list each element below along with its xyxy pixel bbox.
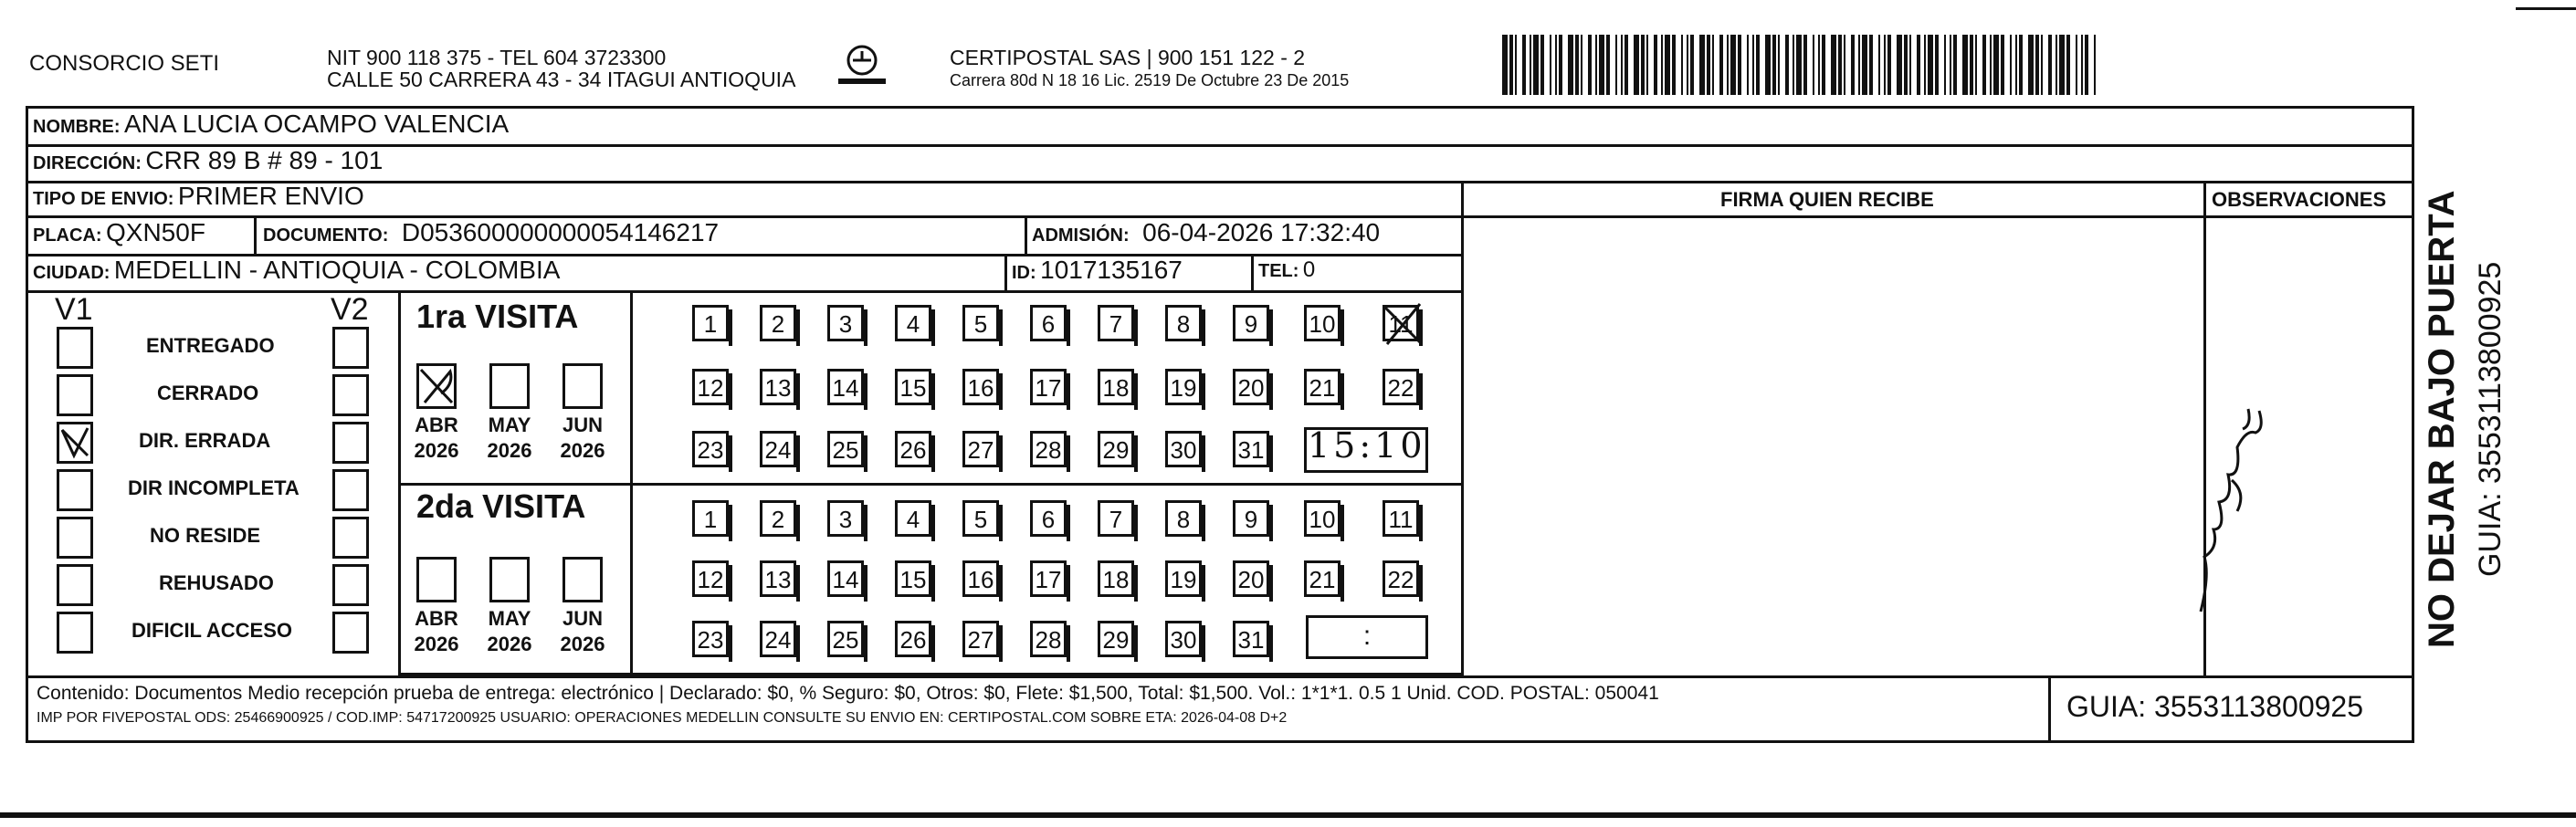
visit2-day-20[interactable]: 20 <box>1233 560 1269 597</box>
ciudad-field <box>33 256 560 285</box>
col-line <box>1004 254 1007 290</box>
ciudad-value: MEDELLIN - ANTIOQUIA - COLOMBIA <box>113 256 561 284</box>
visit2-day-6[interactable]: 6 <box>1030 500 1067 537</box>
company-name: CONSORCIO SETI <box>29 51 220 76</box>
v2-header: V2 <box>331 292 369 327</box>
admision-field <box>1032 218 1380 247</box>
certipostal-logo <box>835 40 889 95</box>
visit1-day-16[interactable]: 16 <box>962 369 999 405</box>
direccion-value: CRR 89 B # 89 - 101 <box>145 146 384 174</box>
visit1-day-26[interactable]: 26 <box>895 431 931 467</box>
visit1-may-label: MAY 2026 <box>487 414 532 462</box>
v2-cerrado-checkbox[interactable] <box>332 374 369 416</box>
status-dir-errada: DIR. ERRADA <box>139 429 271 452</box>
visit2-day-15[interactable]: 15 <box>895 560 931 597</box>
visit1-day-1[interactable]: 1 <box>692 305 729 341</box>
visit2-day-17[interactable]: 17 <box>1030 560 1067 597</box>
visit1-day-2[interactable]: 2 <box>760 305 796 341</box>
visit2-day-12[interactable]: 12 <box>692 560 729 597</box>
id-value: 1017135167 <box>1040 256 1183 284</box>
visit1-day-18[interactable]: 18 <box>1098 369 1134 405</box>
visit2-title: 2da VISITA <box>416 487 586 525</box>
visit1-day-11[interactable]: 11 <box>1383 305 1419 341</box>
direccion-label: DIRECCIÓN: <box>33 153 142 173</box>
visit1-day-9[interactable]: 9 <box>1233 305 1269 341</box>
visit1-day-28[interactable]: 28 <box>1030 431 1067 467</box>
v2-no-reside-checkbox[interactable] <box>332 517 369 559</box>
col-line <box>1461 181 1464 675</box>
visit2-abr-checkbox[interactable] <box>416 557 457 602</box>
nombre-value: ANA LUCIA OCAMPO VALENCIA <box>124 110 510 138</box>
visit1-day-17[interactable]: 17 <box>1030 369 1067 405</box>
visit1-day-30[interactable]: 30 <box>1165 431 1202 467</box>
col-line <box>254 215 257 254</box>
carrier-line: CERTIPOSTAL SAS | 900 151 122 - 2 <box>950 46 1306 69</box>
visit1-day-22[interactable]: 22 <box>1383 369 1419 405</box>
visit1-day-7[interactable]: 7 <box>1098 305 1134 341</box>
observaciones-header: OBSERVACIONES <box>2212 188 2387 211</box>
visit2-time-value: : <box>1362 621 1372 651</box>
visit2-time-box[interactable] <box>1306 615 1428 659</box>
visit2-day-31[interactable]: 31 <box>1233 621 1269 657</box>
visit2-day-7[interactable]: 7 <box>1098 500 1134 537</box>
nit-line: NIT 900 118 375 - TEL 604 3723300 <box>327 46 667 69</box>
cross-mark-icon <box>1380 300 1425 348</box>
status-dificil-acceso: DIFICIL ACCESO <box>131 619 293 642</box>
visit2-day-13[interactable]: 13 <box>760 560 796 597</box>
visit1-day-31[interactable]: 31 <box>1233 431 1269 467</box>
status-no-reside: NO RESIDE <box>150 524 261 547</box>
visit2-day-10[interactable]: 10 <box>1304 500 1341 537</box>
status-entregado: ENTREGADO <box>146 334 275 357</box>
v2-dir-incompleta-checkbox[interactable] <box>332 469 369 511</box>
footer-guia: GUIA: 3553113800925 <box>2066 690 2363 723</box>
v2-entregado-checkbox[interactable] <box>332 327 369 369</box>
visit2-day-22[interactable]: 22 <box>1383 560 1419 597</box>
visit2-day-8[interactable]: 8 <box>1165 500 1202 537</box>
admision-label: ADMISIÓN: <box>1032 225 1130 246</box>
visit2-day-25[interactable]: 25 <box>827 621 864 657</box>
v1-no-reside-checkbox[interactable] <box>57 517 93 559</box>
visit1-day-13[interactable]: 13 <box>760 369 796 405</box>
row-line <box>26 181 2414 183</box>
visit2-day-3[interactable]: 3 <box>827 500 864 537</box>
check-mark-icon <box>419 366 454 406</box>
visit2-day-29[interactable]: 29 <box>1098 621 1134 657</box>
v1-rehusado-checkbox[interactable] <box>57 564 93 606</box>
visit1-jun-label: JUN 2026 <box>560 414 605 462</box>
visit1-day-24[interactable]: 24 <box>760 431 796 467</box>
visit1-day-27[interactable]: 27 <box>962 431 999 467</box>
footer-imp: IMP POR FIVEPOSTAL ODS: 25466900925 / COD.IMP: 54717200925 USUARIO: OPERACIONES MEDELLIN CONSULTE SU ENVIO EN: CERTIPOSTAL.COM SOBRE ETA: 2026-04-08 D+2 <box>37 710 1288 726</box>
visit1-day-15[interactable]: 15 <box>895 369 931 405</box>
visit1-day-6[interactable]: 6 <box>1030 305 1067 341</box>
placa-label: PLACA: <box>33 225 102 246</box>
visit2-abr-label: ABR 2026 <box>414 607 459 655</box>
side-guia: GUIA: 3553113800925 <box>2473 261 2508 577</box>
col-line <box>1251 254 1254 290</box>
visit2-day-9[interactable]: 9 <box>1233 500 1269 537</box>
documento-value: D053600000000054146217 <box>401 218 720 246</box>
visit1-abr-checkbox[interactable] <box>416 363 457 409</box>
visit2-day-28[interactable]: 28 <box>1030 621 1067 657</box>
visit1-day-5[interactable]: 5 <box>962 305 999 341</box>
visit1-day-25[interactable]: 25 <box>827 431 864 467</box>
visit1-day-14[interactable]: 14 <box>827 369 864 405</box>
placa-value: QXN50F <box>106 218 205 246</box>
visit2-day-26[interactable]: 26 <box>895 621 931 657</box>
v1-dir-errada-checkbox[interactable] <box>57 422 93 464</box>
visit1-may-checkbox[interactable] <box>489 363 530 409</box>
visit2-day-19[interactable]: 19 <box>1165 560 1202 597</box>
visit2-day-24[interactable]: 24 <box>760 621 796 657</box>
visit2-may-checkbox[interactable] <box>489 557 530 602</box>
top-right-rule <box>2516 7 2576 10</box>
col-line <box>1025 215 1027 254</box>
footer-divider <box>2048 675 2051 743</box>
tipo-envio-value: PRIMER ENVIO <box>177 182 364 210</box>
visit1-jun-checkbox[interactable] <box>563 363 603 409</box>
visit1-day-29[interactable]: 29 <box>1098 431 1134 467</box>
visit2-day-14[interactable]: 14 <box>827 560 864 597</box>
footer-line <box>26 675 2414 678</box>
nombre-label: NOMBRE: <box>33 117 121 137</box>
bottom-rule <box>0 812 2576 818</box>
v2-dir-errada-checkbox[interactable] <box>332 422 369 464</box>
visit1-time-value: 15:10 <box>1308 425 1426 466</box>
visit1-day-3[interactable]: 3 <box>827 305 864 341</box>
visit2-may-label: MAY 2026 <box>487 607 532 655</box>
visit1-day-21[interactable]: 21 <box>1304 369 1341 405</box>
tel-value: 0 <box>1302 257 1316 282</box>
visit1-day-23[interactable]: 23 <box>692 431 729 467</box>
check-mark-icon <box>59 424 90 461</box>
visit1-abr-label: ABR 2026 <box>414 414 459 462</box>
visit2-day-30[interactable]: 30 <box>1165 621 1202 657</box>
tipo-envio-label: TIPO DE ENVIO: <box>33 189 174 209</box>
id-field <box>1012 256 1183 285</box>
visit2-day-21[interactable]: 21 <box>1304 560 1341 597</box>
visit2-day-4[interactable]: 4 <box>895 500 931 537</box>
status-dir-incompleta: DIR INCOMPLETA <box>128 476 300 499</box>
firma-header: FIRMA QUIEN RECIBE <box>1720 188 1934 211</box>
visit2-day-1[interactable]: 1 <box>692 500 729 537</box>
id-label: ID: <box>1012 263 1036 283</box>
documento-label: DOCUMENTO: <box>263 225 389 246</box>
tipo-envio-field <box>33 182 364 211</box>
tel-label: TEL: <box>1258 261 1299 281</box>
barcode <box>1502 35 2096 95</box>
visit1-day-10[interactable]: 10 <box>1304 305 1341 341</box>
no-dejar-bajo-puerta: NO DEJAR BAJO PUERTA <box>2422 190 2462 648</box>
placa-field <box>33 218 205 247</box>
direccion-field <box>33 146 383 175</box>
visit1-day-19[interactable]: 19 <box>1165 369 1202 405</box>
v1-header: V1 <box>55 292 93 327</box>
documento-field <box>263 218 719 247</box>
nombre-field <box>33 110 509 139</box>
status-cerrado: CERRADO <box>157 382 259 404</box>
v1-cerrado-checkbox[interactable] <box>57 374 93 416</box>
admision-value: 06-04-2026 17:32:40 <box>1142 218 1381 246</box>
address-line: CALLE 50 CARRERA 43 - 34 ITAGUI ANTIOQUIA <box>327 68 796 91</box>
tel-field <box>1258 257 1315 283</box>
v1-dir-incompleta-checkbox[interactable] <box>57 469 93 511</box>
status-rehusado: REHUSADO <box>159 571 274 594</box>
v2-rehusado-checkbox[interactable] <box>332 564 369 606</box>
visit1-day-12[interactable]: 12 <box>692 369 729 405</box>
v1-dificil-acceso-checkbox[interactable] <box>57 612 93 654</box>
visit2-day-16[interactable]: 16 <box>962 560 999 597</box>
visit1-day-20[interactable]: 20 <box>1233 369 1269 405</box>
visit2-day-5[interactable]: 5 <box>962 500 999 537</box>
visit2-jun-label: JUN 2026 <box>560 607 605 655</box>
visit2-day-2[interactable]: 2 <box>760 500 796 537</box>
visit2-jun-checkbox[interactable] <box>563 557 603 602</box>
visit2-day-27[interactable]: 27 <box>962 621 999 657</box>
visit1-title: 1ra VISITA <box>416 298 579 335</box>
visit2-day-18[interactable]: 18 <box>1098 560 1134 597</box>
visit2-day-11[interactable]: 11 <box>1383 500 1419 537</box>
row-line <box>2205 215 2414 218</box>
row-line <box>26 144 2414 147</box>
visit1-day-8[interactable]: 8 <box>1165 305 1202 341</box>
license-line: Carrera 80d N 18 16 Lic. 2519 De Octubre 23 De 2015 <box>950 71 1350 89</box>
ciudad-label: CIUDAD: <box>33 263 110 283</box>
footer-contenido: Contenido: Documentos Medio recepción prueba de entrega: electrónico | Declarado: $0, % Seguro: $0, Otros: $0, Flete: $1,500, Total: $1,500. Vol.: 1*1*1. 0.5 1 Unid. COD. POSTAL: 050041 <box>37 683 1659 704</box>
visit1-day-4[interactable]: 4 <box>895 305 931 341</box>
v2-dificil-acceso-checkbox[interactable] <box>332 612 369 654</box>
visit2-day-23[interactable]: 23 <box>692 621 729 657</box>
v1-entregado-checkbox[interactable] <box>57 327 93 369</box>
handwritten-signature <box>2192 393 2274 621</box>
